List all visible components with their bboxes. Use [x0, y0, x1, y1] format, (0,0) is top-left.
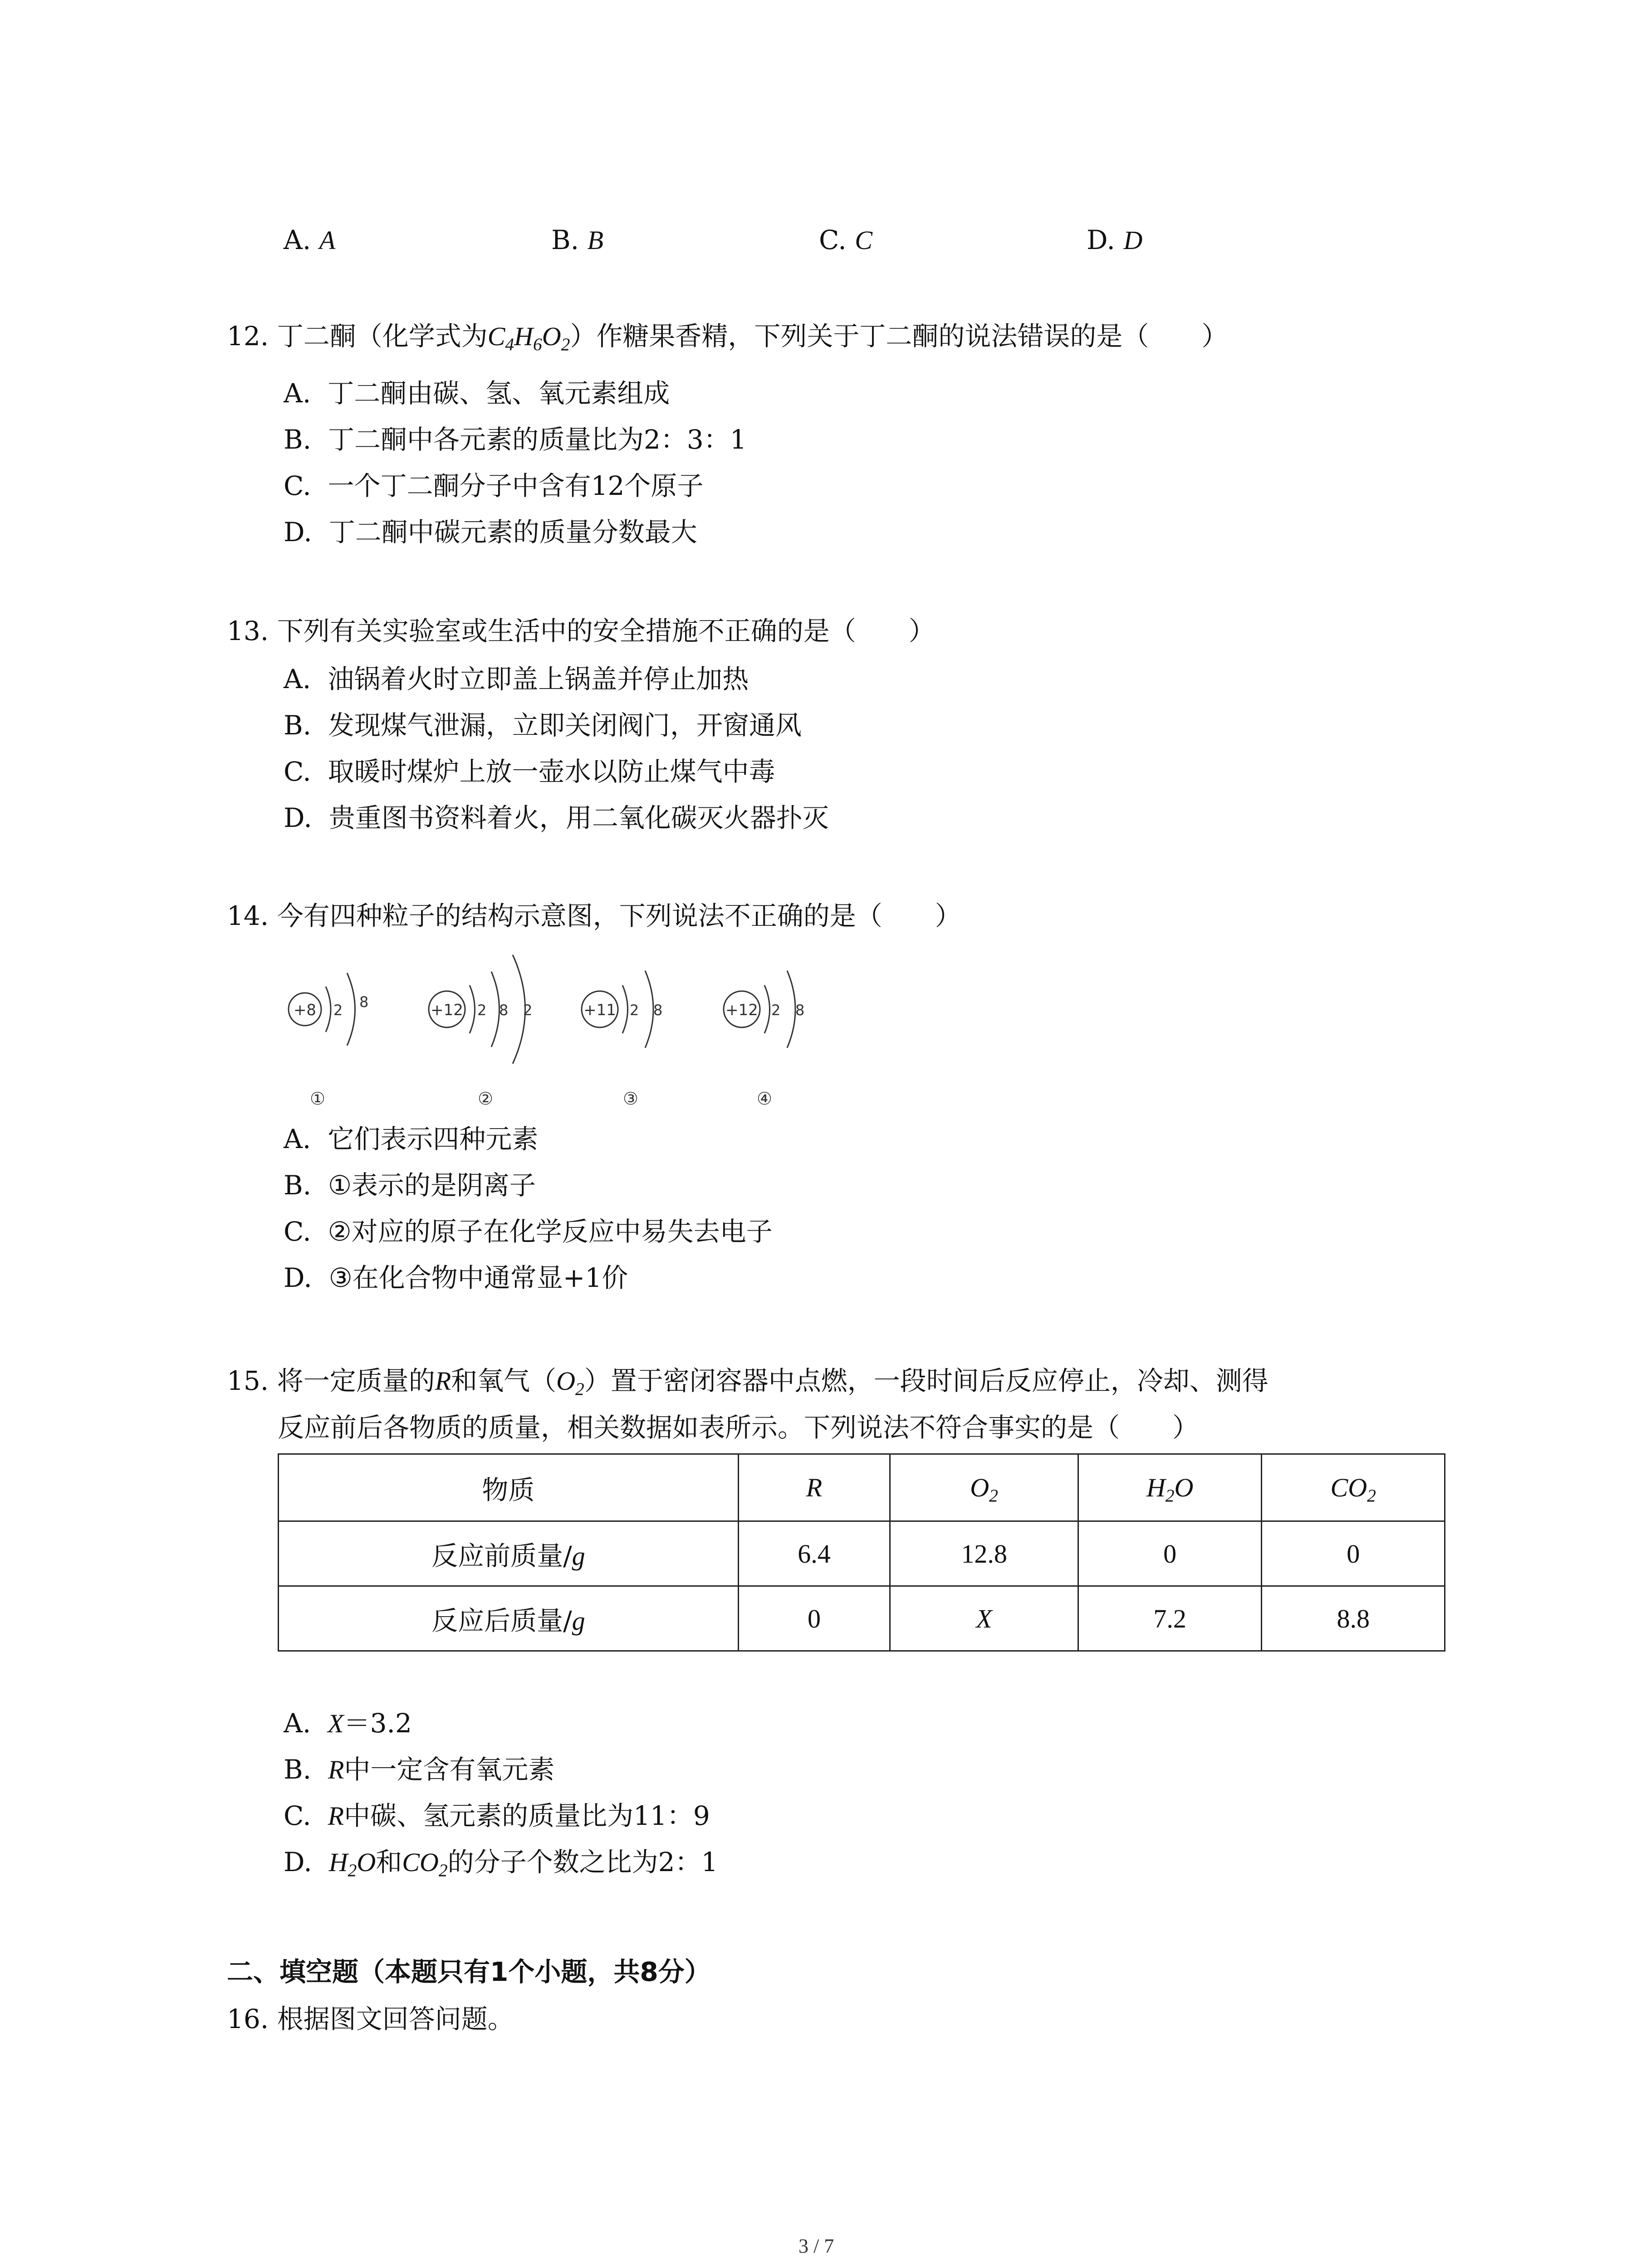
- option-label: C.: [819, 225, 847, 255]
- electron-shell: [491, 972, 500, 1047]
- q13-stem: [227, 618, 935, 644]
- formula-sub: 6: [533, 334, 542, 355]
- electron-shell: [764, 985, 770, 1033]
- option-text: 的分子个数之比为2：1: [447, 1847, 718, 1877]
- table-header-row: [279, 1454, 1445, 1521]
- formula-part: CO: [1330, 1473, 1367, 1502]
- formula-sub: 2: [1367, 1486, 1376, 1506]
- nucleus-charge: +11: [583, 1001, 616, 1019]
- q14-option-a[interactable]: [284, 1126, 538, 1152]
- option-text: 贵重图书资料着火，用二氧化碳灭火器扑灭: [328, 802, 829, 833]
- formula-part: O: [542, 322, 561, 351]
- question-number: 12.: [227, 321, 269, 352]
- stem-text: ）作糖果香精，下列关于丁二酮的说法错误的是（ ）: [570, 321, 1228, 352]
- question-number: 16.: [227, 2004, 269, 2034]
- formula-sub: 2: [989, 1486, 998, 1506]
- q16-stem: [227, 2006, 514, 2032]
- option-c[interactable]: [819, 225, 872, 255]
- particle-caption: ③: [622, 1089, 639, 1109]
- shell-electrons: 2: [771, 1002, 781, 1019]
- option-label: A.: [284, 1124, 311, 1154]
- option-label: B.: [284, 710, 312, 741]
- formula-part: CO: [402, 1848, 439, 1877]
- shell-electrons: 8: [499, 1002, 509, 1019]
- page-number: 3 / 7: [798, 2235, 834, 2257]
- option-label: A.: [284, 1708, 311, 1739]
- option-text: 发现煤气泄漏，立即关闭阀门，开窗通风: [328, 710, 802, 741]
- option-label: D.: [1087, 225, 1115, 255]
- formula-part: O: [357, 1848, 376, 1877]
- option-label: A.: [284, 664, 311, 694]
- shell-electrons: 8: [795, 1002, 805, 1019]
- variable-r: R: [435, 1366, 451, 1396]
- option-label: B.: [284, 1170, 312, 1201]
- q13-option-c[interactable]: [284, 758, 775, 785]
- formula: [487, 322, 570, 355]
- option-value: C: [855, 225, 872, 255]
- prev-question-options: [284, 225, 1509, 256]
- table-cell: 7.2: [1078, 1586, 1262, 1651]
- row-label-text: 反应前质量/: [431, 1540, 572, 1571]
- option-text: ③在化合物中通常显+1价: [328, 1262, 628, 1293]
- option-text: 取暖时煤炉上放一壶水以防止煤气中毒: [328, 756, 775, 787]
- table-row-label: [279, 1521, 739, 1586]
- option-label: C.: [284, 756, 311, 787]
- table-row: [279, 1586, 1445, 1651]
- option-text: 中碳、氢元素的质量比为11：9: [344, 1800, 710, 1831]
- shell-electrons: 2: [523, 1002, 533, 1019]
- table-row: [279, 1521, 1445, 1586]
- q14-option-c[interactable]: [284, 1218, 773, 1245]
- option-label: B.: [284, 1754, 312, 1785]
- q14-option-b[interactable]: [284, 1170, 536, 1201]
- option-label: D.: [284, 1847, 312, 1877]
- formula-part: O: [970, 1473, 989, 1502]
- variable-r: R: [328, 1755, 344, 1784]
- particle-caption: ②: [477, 1089, 494, 1109]
- q15-option-a[interactable]: [284, 1710, 412, 1737]
- option-label: C.: [284, 1216, 311, 1247]
- table-cell: 0: [738, 1586, 890, 1651]
- particle-1-diagram: [289, 973, 368, 1109]
- shell-electrons: 8: [653, 1002, 663, 1019]
- question-number: 13.: [227, 616, 269, 646]
- particle-caption: ①: [309, 1089, 326, 1109]
- option-label: C.: [284, 1800, 311, 1831]
- q15-option-d[interactable]: [284, 1847, 718, 1881]
- option-label: B.: [284, 424, 312, 455]
- formula-sub: 2: [561, 334, 570, 355]
- option-b[interactable]: [551, 225, 603, 255]
- q15-stem-line2: 反应前后各物质的质量，相关数据如表所示。下列说法不符合事实的是（ ）: [278, 1412, 1199, 1443]
- formula: [556, 1366, 584, 1399]
- formula: [328, 1848, 376, 1881]
- stem-text: ）置于密闭容器中点燃，一段时间后反应停止，冷却、测得: [584, 1365, 1269, 1396]
- nucleus-charge: +8: [293, 1001, 317, 1019]
- option-value: A: [319, 225, 336, 255]
- q15-option-b[interactable]: [284, 1756, 554, 1783]
- electron-shell: [470, 985, 475, 1033]
- row-label-text: 反应后质量/: [431, 1605, 572, 1636]
- option-text: 它们表示四种元素: [328, 1124, 539, 1154]
- particle-2-diagram: [429, 955, 532, 1109]
- formula-sub: 2: [575, 1379, 584, 1399]
- table-header-cell: [1078, 1454, 1262, 1521]
- electron-shell: [622, 985, 628, 1033]
- particle-4-diagram: [724, 971, 804, 1109]
- table-cell: X: [890, 1586, 1078, 1651]
- stem-text: 将一定质量的: [277, 1365, 435, 1396]
- q12-option-a[interactable]: [284, 378, 670, 409]
- option-label: C.: [284, 470, 311, 501]
- particle-caption: ④: [756, 1089, 773, 1109]
- option-value: B: [587, 225, 603, 255]
- section-title: 二、填空题（本题只有1个小题，共8分）: [227, 1956, 711, 1987]
- formula-part: H: [1146, 1473, 1166, 1502]
- formula-part: C: [487, 322, 505, 351]
- q12-option-b[interactable]: [284, 426, 747, 453]
- table-header-cell: [1262, 1454, 1445, 1521]
- q13-option-a[interactable]: [284, 666, 749, 692]
- formula-part: H: [514, 322, 533, 351]
- variable-r: R: [328, 1801, 344, 1831]
- table-cell: 0: [1262, 1521, 1445, 1586]
- shell-electrons: 2: [477, 1002, 487, 1019]
- electron-shell: [787, 971, 795, 1048]
- shell-electrons: 8: [359, 993, 369, 1011]
- option-label: A.: [284, 378, 311, 409]
- option-text: 丁二酮中各元素的质量比为2：3：1: [328, 424, 747, 455]
- row-label-unit: g: [572, 1606, 585, 1636]
- q13-option-d[interactable]: [284, 802, 829, 833]
- option-text: 和: [376, 1847, 402, 1877]
- table-cell: 6.4: [738, 1521, 890, 1586]
- formula-sub: 2: [438, 1860, 448, 1881]
- table-header-cell: R: [738, 1454, 890, 1521]
- option-text: 中一定含有氧元素: [344, 1754, 555, 1785]
- electron-shell: [347, 973, 355, 1046]
- q12-stem: [227, 321, 1228, 355]
- q12-option-c[interactable]: [284, 470, 704, 501]
- q13-option-b[interactable]: [284, 710, 802, 741]
- electron-shell: [645, 971, 653, 1048]
- option-value: D: [1123, 225, 1143, 255]
- option-text: ＝3.2: [343, 1708, 412, 1739]
- option-text: 一个丁二酮分子中含有12个原子: [328, 470, 704, 501]
- table-header-cell: 物质: [279, 1454, 739, 1521]
- question-number: 14.: [227, 900, 269, 931]
- formula-sub: 2: [1165, 1486, 1175, 1506]
- option-label: D.: [284, 1262, 312, 1293]
- q12-option-d[interactable]: [284, 519, 697, 545]
- option-label: D.: [284, 517, 312, 547]
- q15-option-c[interactable]: [284, 1800, 710, 1831]
- stem-text: 下列有关实验室或生活中的安全措施不正确的是（ ）: [277, 616, 935, 646]
- electron-shell: [326, 987, 331, 1032]
- nucleus-charge: +12: [431, 1001, 463, 1019]
- table-cell: 8.8: [1262, 1586, 1445, 1651]
- q14-stem: [227, 900, 961, 931]
- table-header-cell: [890, 1454, 1078, 1521]
- formula: [402, 1848, 448, 1881]
- option-d[interactable]: [1087, 225, 1142, 255]
- row-label-unit: g: [572, 1541, 585, 1571]
- option-text: ②对应的原子在化学反应中易失去电子: [328, 1216, 773, 1247]
- q14-option-d[interactable]: [284, 1262, 628, 1293]
- option-label: A.: [284, 225, 311, 255]
- formula-part: O: [556, 1366, 576, 1396]
- formula-sub: 4: [505, 334, 514, 355]
- stem-text: 根据图文回答问题。: [277, 2004, 514, 2034]
- formula-part: O: [1174, 1473, 1194, 1502]
- option-text: 丁二酮由碳、氢、氧元素组成: [328, 378, 670, 409]
- nucleus-charge: +12: [725, 1001, 758, 1019]
- table-row-label: [279, 1586, 739, 1651]
- stem-text: 丁二酮（化学式为: [277, 321, 488, 352]
- shell-electrons: 2: [333, 1002, 343, 1019]
- option-a[interactable]: [284, 225, 335, 255]
- option-text: 丁二酮中碳元素的质量分数最大: [328, 517, 697, 547]
- option-text: 油锅着火时立即盖上锅盖并停止加热: [328, 664, 749, 694]
- stem-text: 和氧气（: [451, 1365, 557, 1396]
- mass-data-table: [278, 1453, 1445, 1652]
- particle-3-diagram: [582, 971, 662, 1109]
- table-cell: 12.8: [890, 1521, 1078, 1586]
- option-text: ①表示的是阴离子: [328, 1170, 536, 1201]
- formula-part: H: [328, 1848, 348, 1877]
- q15-stem-line1: [227, 1365, 1269, 1399]
- question-number: 15.: [227, 1365, 269, 1396]
- formula-sub: 2: [348, 1860, 357, 1881]
- option-label: D.: [284, 802, 312, 833]
- variable-x: X: [328, 1709, 344, 1738]
- table-cell: 0: [1078, 1521, 1262, 1586]
- stem-text: 今有四种粒子的结构示意图，下列说法不正确的是（ ）: [277, 900, 961, 931]
- shell-electrons: 2: [630, 1002, 639, 1019]
- option-label: B.: [551, 225, 579, 255]
- particle-structure-figure: [272, 934, 839, 1125]
